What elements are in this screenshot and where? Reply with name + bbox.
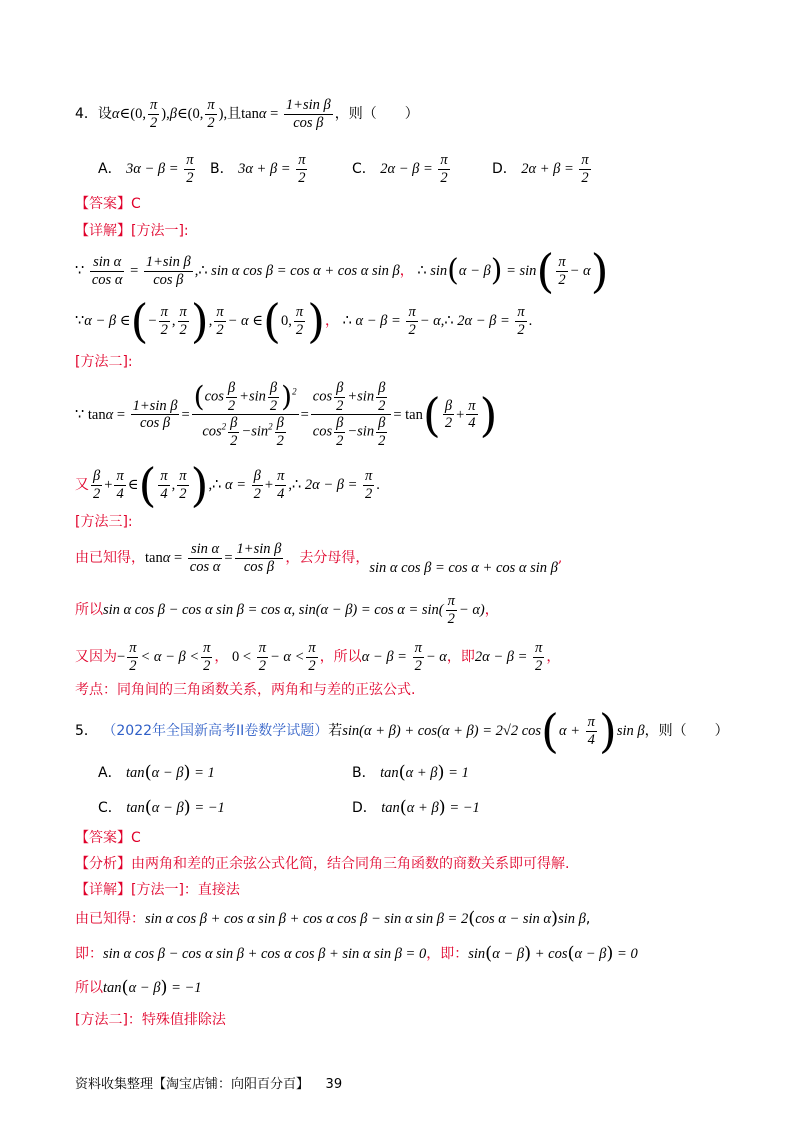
q5-option-a[interactable]: A． tan(α − β) = 1 [98, 762, 215, 783]
q4-stem: 4．设α∈(0, $\frac{\pi}{2}$ ),β∈(0, $\frac{\pi}{2}$ ),且tanα = $\frac{\text{1+sin β}}{\text{cos β}}$ ，则（ ） [75, 97, 419, 131]
page-number: 39 [325, 1077, 343, 1092]
q4-option-d[interactable]: D． 2α + β = $\frac{\pi}{2}$ [492, 152, 589, 186]
footer-text: 资料收集整理【淘宝店铺：向阳百分百】 [75, 1077, 310, 1092]
q4-option-c[interactable]: C． 2α − β = $\frac{\pi}{2}$ [352, 152, 448, 186]
q4-answer: 【答案】C [75, 196, 141, 212]
q4-number: 4． [75, 106, 98, 123]
q4-m2-line1: ∵ tanα = $\frac{\text{1+sin β}}{\text{cos β}}$ = (cos $\frac{\beta}{2}$ +sin $\frac{\beta}{2}$ )$^2$ $\cos^2$ $\frac{\beta}{2}$ $-\sin^2$ $\frac{\beta}{2}$ = cos $\frac{\beta}{2}$ +sin $\frac{\beta}{2}$ cos $\frac{\beta}{2}$ −sin $\frac{\beta}{2}$ = tan( $\frac{\beta}{2}$ + $\frac{\pi}{4}$ ) [75, 380, 498, 450]
q5-option-b[interactable]: B． tan(α + β) = 1 [352, 762, 469, 783]
q4-m2-line2: 又 $\frac{\beta}{2}$ + $\frac{\pi}{4}$ ∈( $\frac{\pi}{4}$ , $\frac{\pi}{2}$ ),∴ α = $\frac{\beta}{2}$ + $\frac{\pi}{4}$ ,∴ 2α − β = $\frac{\pi}{2}$ . [75, 458, 380, 512]
q5-answer: 【答案】C [75, 830, 141, 846]
q4-m3-line2: 所以sin α cos β − cos α sin β = cos α, sin(α − β) = cos α = sin( $\frac{\pi}{2}$ − α)， [75, 593, 499, 627]
q5-source: （2022年全国新高考II卷数学试题） [102, 723, 329, 739]
q5-line3: 所以tan(α − β) = −1 [75, 977, 202, 998]
q4-m3-line1: 由已知得，tanα = $\frac{\text{sin α}}{\text{cos α}}$ = $\frac{\text{1+sin β}}{\text{cos β}}$ ，去分母得，sin α cos β = cos α + cos α sin β, [75, 541, 563, 577]
q4-method2-title: [方法二]: [75, 354, 133, 370]
q4-option-b[interactable]: B． 3α + β = $\frac{\pi}{2}$ [210, 152, 306, 186]
q4-m1-line1: ∵ $\frac{\text{sin α}}{\text{cos α}}$ = $\frac{\text{1+sin β}}{\text{cos β}}$ ,∴ sin α cos β = cos α + cos α sin β， ∴ sin(α − β) = sin( $\frac{\pi}{2}$ − α) [75, 244, 609, 298]
q4-detail-method1: 【详解】[方法一]: [75, 223, 189, 239]
q5-analysis: 【分析】由两角和差的正余弦公式化简，结合同角三角函数的商数关系即可得解. [75, 856, 570, 872]
q4-method3-title: [方法三]: [75, 514, 133, 530]
q5-number: 5． [75, 723, 98, 739]
q4-kaodian: 考点：同角间的三角函数关系，两角和与差的正弦公式. [75, 682, 416, 698]
q4-m1-line2: ∵α − β ∈(− $\frac{\pi}{2}$ , $\frac{\pi}{2}$ ), $\frac{\pi}{2}$ − α ∈(0, $\frac{\pi}{2}$ )， ∴ α − β = $\frac{\pi}{2}$ − α,∴ 2α − β = $\frac{\pi}{2}$ . [75, 294, 533, 348]
q5-detail-method1: 【详解】[方法一]：直接法 [75, 882, 240, 898]
q5-option-c[interactable]: C． tan(α − β) = −1 [98, 797, 225, 818]
q5-option-d[interactable]: D． tan(α + β) = −1 [352, 797, 480, 818]
q5-method2-title: [方法二]：特殊值排除法 [75, 1012, 226, 1028]
q4-option-a[interactable]: A． 3α − β = $\frac{\pi}{2}$ [98, 152, 194, 186]
q5-line2: 即：sin α cos β − cos α sin β + cos α cos β + sin α sin β = 0，即：sin(α − β) + cos(α − β) = 0 [75, 943, 638, 964]
q5-line1: 由已知得：sin α cos β + cos α sin β + cos α cos β − sin α sin β = 2(cos α − sin α)sin β, [75, 908, 591, 929]
q5-stem: 5． （2022年全国新高考II卷数学试题）若sin(α + β) + cos(α + β) = 2√2 cos(α + $\frac{\pi}{4}$ )sin β，则（ ） [75, 704, 729, 758]
q4-m3-line3: 又因为− $\frac{\pi}{2}$ < α − β < $\frac{\pi}{2}$ ， 0 < $\frac{\pi}{2}$ − α < $\frac{\pi}{2}$ ，所以α − β = $\frac{\pi}{2}$ − α，即2α − β = $\frac{\pi}{2}$ ， [75, 640, 561, 674]
page-footer [75, 1073, 342, 1092]
